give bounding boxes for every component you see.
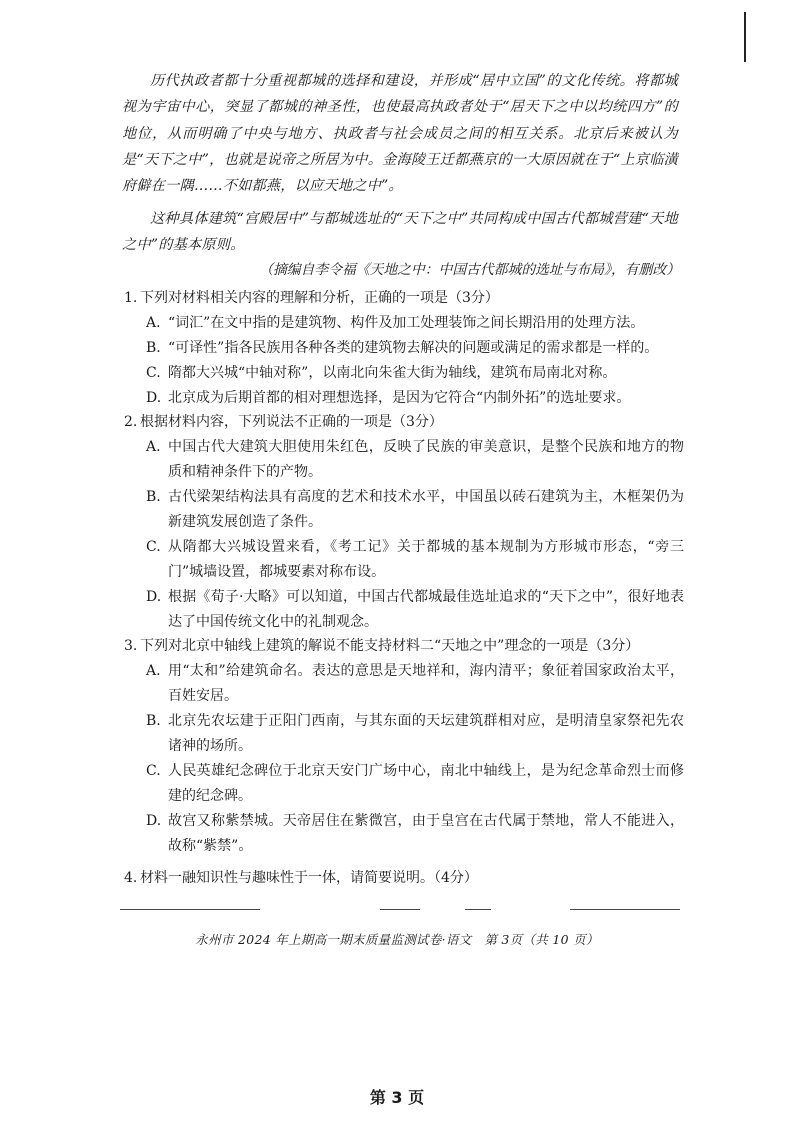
option-text: 根据《荀子·大略》可以知道，中国古代都城最佳选址追求的“天下之中”，很好地表达了中国传统文化中的礼制观念。 [168,589,684,630]
question-stem [124,866,684,891]
option-d [146,386,684,411]
question-2 [124,410,684,635]
question-text: 根据材料内容，下列说法不正确的一项是（3分） [140,414,443,430]
option-text: 中国古代大建筑大胆使用朱红色，反映了民族的审美意识，是整个民族和地方的物质和精神条件下的产物。 [168,439,684,480]
question-number: 2. [124,414,138,430]
option-letter: A. [146,439,161,455]
option-d [146,809,684,859]
option-d [146,585,684,635]
question-3 [124,634,684,859]
option-text: 用“太和”给建筑命名。表达的意思是天地祥和，海内清平；象征着国家政治太平，百姓安居。 [168,663,684,704]
option-letter: D. [146,390,162,406]
option-letter: B. [146,489,161,505]
question-number: 3. [124,638,138,654]
option-a [146,311,684,336]
question-4 [124,866,684,891]
option-text: “可译性”指各民族用各种各类的建筑物去解决的问题或满足的需求都是一样的。 [168,340,659,356]
exam-footer: 永州市 2024 年上期高一期末质量监测试卷·语文 第 3页（共 10 页） [195,932,599,947]
answer-line [380,909,420,910]
option-text: “词汇”在文中指的是建筑物、构件及加工处理装饰之间长期沿用的处理方法。 [168,315,645,331]
option-letter: D. [146,813,162,829]
question-text: 下列对材料相关内容的理解和分析，正确的一项是（3分） [140,290,499,306]
page-number-label: 第 3 页 [369,1088,425,1107]
option-b [146,709,684,759]
option-a [146,435,684,485]
question-number: 1. [124,290,138,306]
option-letter: A. [146,315,161,331]
passage-paragraph-1: 历代执政者都十分重视都城的选择和建设，并形成“居中立国”的文化传统。将都城视为宇宙中心，突显了都城的神圣性，也使最高执政者处于“居天下之中以均统四方”的地位，从而明确了中央与地方、执政者与社会成员之间的相互关系。北京后来被认为是“天下之中”，也就是说帝之所居为中。金海陵王迁都燕京的一大原因就在于“上京临潢府僻在一隅……不如都燕，以应天地之中”。 [122,73,678,195]
question-1 [124,286,684,411]
option-a [146,659,684,709]
answer-line [120,909,260,910]
option-c [146,535,684,585]
option-letter: A. [146,663,161,679]
option-letter: B. [146,713,161,729]
question-stem [124,286,684,311]
option-letter: C. [146,539,161,555]
option-text: 人民英雄纪念碑位于北京天安门广场中心，南北中轴线上，是为纪念革命烈士而修建的纪念碑。 [168,763,684,804]
option-text: 从隋都大兴城设置来看，《考工记》关于都城的基本规制为方形城市形态，“旁三门”城墙设置，都城要素对称布设。 [168,539,684,580]
answer-line [465,909,491,910]
option-letter: D. [146,589,162,605]
option-text: 故宫又称紫禁城。天帝居住在紫微宫，由于皇宫在古代属于禁地，常人不能进入，故称“紫禁”。 [168,813,684,854]
option-b [146,336,684,361]
option-text: 北京先农坛建于正阳门西南，与其东面的天坛建筑群相对应，是明清皇家祭祀先农诸神的场所。 [168,713,684,754]
passage-paragraph-2: 这种具体建筑“宫殿居中”与都城选址的“天下之中”共同构成中国古代都城营建“天地之中”的基本原则。 [122,211,678,254]
question-number: 4. [124,870,138,886]
option-letter: C. [146,365,161,381]
passage-source: （摘编自李令福《天地之中：中国古代都城的选址与布局》，有删改） [259,262,680,278]
answer-line [570,909,680,910]
option-letter: B. [146,340,161,356]
question-stem [124,634,684,659]
option-text: 北京成为后期首都的相对理想选择，是因为它符合“内制外拓”的选址要求。 [168,390,631,406]
option-text: 古代梁架结构法具有高度的艺术和技术水平，中国虽以砖石建筑为主，木框架仍为新建筑发展创造了条件。 [168,489,684,530]
option-text: 隋都大兴城“中轴对称”，以南北向朱雀大街为轴线，建筑布局南北对称。 [168,365,617,381]
question-text: 下列对北京中轴线上建筑的解说不能支持材料二“天地之中”理念的一项是（3分） [140,638,640,654]
question-text: 材料一融知识性与趣味性于一体，请简要说明。（4分） [140,870,478,886]
question-stem [124,410,684,435]
scan-edge-mark [744,12,746,62]
option-c [146,361,684,386]
option-b [146,485,684,535]
option-letter: C. [146,763,161,779]
option-c [146,759,684,809]
